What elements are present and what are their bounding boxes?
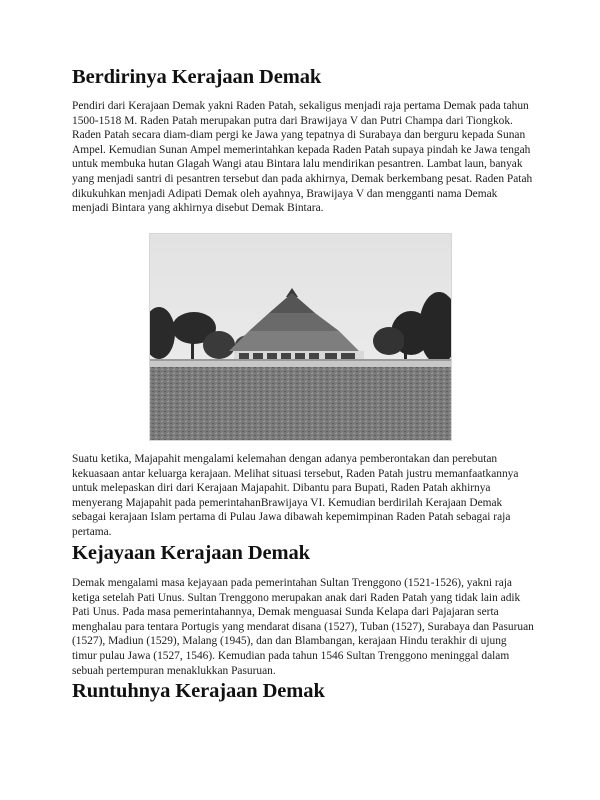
mosque-photo-image <box>149 233 452 441</box>
heading-berdirinya: Berdirinya Kerajaan Demak <box>72 66 322 88</box>
heading-runtuhnya: Runtuhnya Kerajaan Demak <box>72 680 325 702</box>
mosque-photo <box>149 233 452 441</box>
heading-kejayaan: Kejayaan Kerajaan Demak <box>72 542 310 564</box>
fence <box>149 361 452 367</box>
paragraph-berdirinya-2: Suatu ketika, Majapahit mengalami kelemahan dengan adanya pemberontakan dan perebutan kekuasaan antar keluarga kerajaan. Melihat situasi tersebut, Raden Patah justru memanfaatkannya untuk melepaskan diri dari Kerajaan Majapahit. Dibantu para Bupati, Raden Patah akhirnya menyerang Majapahit pada pemerintahanBrawijaya VI. Kemudian berdirilah Kerajaan Demak sebagai kerajaan Islam pertama di Pulau Jawa dibawah kepemimpinan Raden Patah sebagai raja pertama. <box>72 453 519 538</box>
field <box>149 367 452 441</box>
paragraph-kejayaan-1: Demak mengalami masa kejayaan pada pemerintahan Sultan Trenggono (1521-1526), yakni raja ketiga setelah Pati Unus. Sultan Trenggono merupakan anak dari Raden Patah yang tidak lain adik Pati Unus. Pada masa pemerintahannya, Demak menguasai Sunda Kelapa dari Pajajaran serta menghalau para tentara Portugis yang mendarat disana (1527), Tuban (1527), Surabaya dan Pasuruan (1527), Madiun (1529), Malang (1945), dan dan Blambangan, kerajaan Hindu terakhir di ujung timur pulau Jawa (1527, 1546). Kemudian pada tahun 1546 Sultan Trenggono meninggal dalam sebuah pertempuran menaklukkan Pasuruan. <box>72 577 534 677</box>
paragraph-berdirinya-1: Pendiri dari Kerajaan Demak yakni Raden Patah, sekaligus menjadi raja pertama Demak pada tahun 1500-1518 M. Raden Patah merupakan putra dari Brawijaya V dan Putri Champa dari Tiongkok. Raden Patah secara diam-diam pergi ke Jawa yang tepatnya di Surabaya dan berguru kepada Sunan Ampel. Kemudian Sunan Ampel memerintahkan kepada Raden Patah supaya pindah ke Jawa tengah untuk membuka hutan Glagah Wangi atau Bintara lalu mendirikan pesantren. Lambat laun, banyak yang menjadi santri di pesantren tersebut dan pada akhirnya, Demak berkembang pesat. Raden Patah dikukuhkan menjadi Adipati Demak oleh ayahnya, Brawijaya V dan mengganti nama Demak menjadi Bintara yang akhirnya disebut Demak Bintara. <box>72 100 533 215</box>
